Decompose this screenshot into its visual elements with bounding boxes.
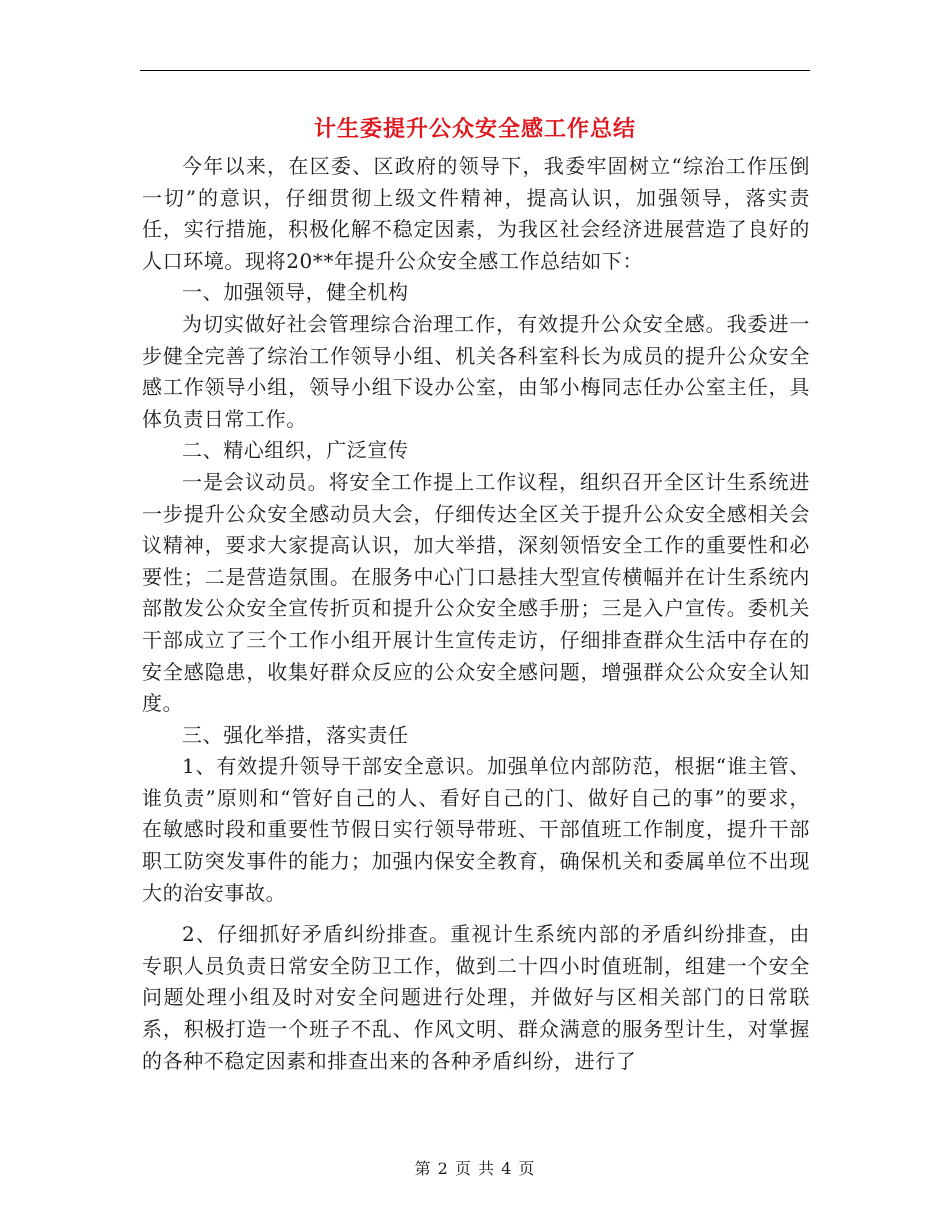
paragraph-item-2: 2、仔细抓好矛盾纠纷排查。重视计生系统内部的矛盾纠纷排查，由专职人员负责日常安全防卫工作，做到二十四小时值班制，组建一个安全问题处理小组及时对安全问题进行处理，并做好与区相关部门的日常联系，积极打造一个班子不乱、作风文明、群众满意的服务型计生，对掌握的各种不稳定因素和排查出来的各种矛盾纠纷，进行了 [142,922,810,1073]
section-heading-3: 三、强化举措，落实责任 [182,722,409,747]
paragraph-section-2: 一是会议动员。将安全工作提上工作议程，组织召开全区计生系统进一步提升公众安全感动员大会，仔细传达全区关于提升公众安全感相关会议精神，要求大家提高认识，加大举措，深刻领悟安全工作的重要性和必要性；二是营造氛围。在服务中心门口悬挂大型宣传横幅并在计生系统内部散发公众安全宣传折页和提升公众安全感手册；三是入户宣传。委机关干部成立了三个工作小组开展计生宣传走访，仔细排查群众生活中存在的安全感隐患，收集好群众反应的公众安全感问题，增强群众公众安全认知度。 [142,469,810,716]
page-number: 第 2 页 共 4 页 [414,1159,536,1178]
header-rule [140,70,810,71]
document-title: 计生委提升公众安全感工作总结 [313,117,636,142]
paragraph-intro: 今年以来，在区委、区政府的领导下，我委牢固树立“综治工作压倒一切”的意识，仔细贯彻上级文件精神，提高认识，加强领导，落实责任，实行措施，积极化解不稳定因素，为我区社会经济进展营造了良好的人口环境。现将20**年提升公众安全感工作总结如下： [142,154,810,273]
document-body [142,151,810,1077]
section-heading-2: 二、精心组织，广泛宣传 [182,438,409,463]
paragraph-section-1: 为切实做好社会管理综合治理工作，有效提升公众安全感。我委进一步健全完善了综治工作领导小组、机关各科室科长为成员的提升公众安全感工作领导小组，领导小组下设办公室，由邹小梅同志任办公室主任，具体负责日常工作。 [142,311,810,431]
paragraph-item-1: 1、有效提升领导干部安全意识。加强单位内部防范，根据“谁主管、谁负责”原则和“管好自己的人、看好自己的门、做好自己的事”的要求，在敏感时段和重要性节假日实行领导带班、干部值班工作制度，提升干部职工防突发事件的能力；加强内保安全教育，确保机关和委属单位不出现大的治安事故。 [142,754,810,905]
section-heading-1: 一、加强领导，健全机构 [182,280,409,305]
